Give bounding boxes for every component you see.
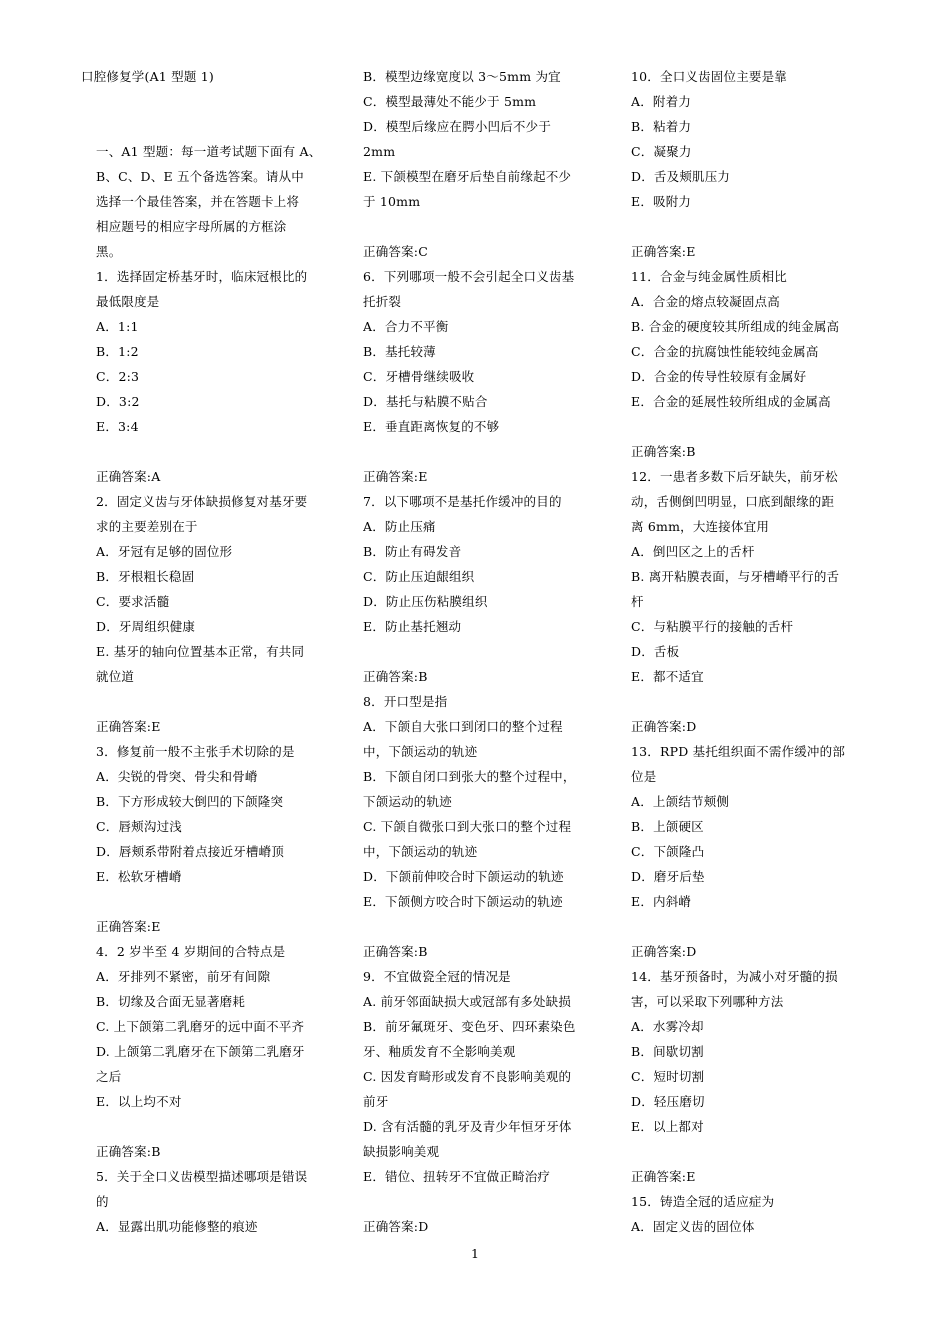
option: C. 因发育畸形或发育不良影响美观的	[363, 1069, 572, 1084]
option: A．水雾冷却	[631, 1019, 704, 1034]
option: B. 合金的硬度较其所组成的纯金属高	[631, 319, 840, 334]
option: C．下颌隆凸	[631, 844, 705, 859]
answer-line: 正确答案:B	[96, 1144, 161, 1159]
option: D．轻压磨切	[631, 1094, 705, 1109]
answer-line: 正确答案:E	[96, 919, 161, 934]
option: D．舌及颊肌压力	[631, 169, 731, 184]
instructions-line: B、C、D、E 五个备选答案。请从中	[96, 169, 304, 184]
option: D. 上颌第二乳磨牙在下颌第二乳磨牙	[96, 1044, 305, 1059]
option: 牙、釉质发育不全影响美观	[363, 1044, 516, 1059]
question-stem: 4．2 岁半至 4 岁期间的合特点是	[96, 944, 286, 959]
question-stem: 5．关于全口义齿模型描述哪项是错误	[96, 1169, 308, 1184]
question-stem: 托折裂	[363, 294, 402, 309]
option: E．防止基托翘动	[363, 619, 462, 634]
question-stem: 6．下列哪项一般不会引起全口义齿基	[363, 269, 575, 284]
option: D．舌板	[631, 644, 680, 659]
option: A．尖锐的骨突、骨尖和骨嵴	[96, 769, 258, 784]
question-stem: 位是	[631, 769, 657, 784]
question-stem: 8．开口型是指	[363, 694, 448, 709]
option: B．上颌硬区	[631, 819, 704, 834]
option: C．牙槽骨继续吸收	[363, 369, 475, 384]
option: E．合金的延展性较所组成的金属高	[631, 394, 831, 409]
answer-line: 正确答案:E	[631, 244, 696, 259]
option: 2mm	[363, 144, 396, 159]
option: A．牙冠有足够的固位形	[96, 544, 233, 559]
question-stem: 9．不宜做瓷全冠的情况是	[363, 969, 511, 984]
option: A．合金的熔点较凝固点高	[631, 294, 780, 309]
document-title: 口腔修复学(A1 型题 1)	[81, 69, 214, 84]
option: B．牙根粗长稳固	[96, 569, 195, 584]
option: C．合金的抗腐蚀性能较纯金属高	[631, 344, 819, 359]
option: E．内斜嵴	[631, 894, 692, 909]
column-1	[81, 64, 342, 1239]
instructions-line: 一、A1 型题：每一道考试题下面有 A、	[96, 144, 322, 159]
option: D．3:2	[96, 394, 140, 409]
question-stem: 的	[96, 1194, 109, 1209]
option: 于 10mm	[363, 194, 421, 209]
option: D．合金的传导性较原有金属好	[631, 369, 807, 384]
answer-line: 正确答案:D	[631, 719, 697, 734]
option: D．模型后缘应在腭小凹后不少于	[363, 119, 552, 134]
instructions-line: 相应题号的相应字母所属的方框涂	[96, 219, 287, 234]
option: A．防止压痛	[363, 519, 436, 534]
option: B．基托较薄	[363, 344, 436, 359]
option: D．下颌前伸咬合时下颌运动的轨迹	[363, 869, 564, 884]
option: B．1:2	[96, 344, 139, 359]
instructions-line: 选择一个最佳答案，并在答题卡上将	[96, 194, 300, 209]
option: B．防止有碍发音	[363, 544, 462, 559]
answer-line: 正确答案:B	[363, 669, 428, 684]
option: E．松软牙槽嵴	[96, 869, 182, 884]
instructions-line: 黑。	[96, 244, 122, 259]
option: A．下颌自大张口到闭口的整个过程	[363, 719, 563, 734]
option: C．与粘膜平行的接触的舌杆	[631, 619, 794, 634]
option: E. 下颌模型在磨牙后垫自前缘起不少	[363, 169, 572, 184]
option: A．固定义齿的固位体	[631, 1219, 755, 1234]
question-stem: 11．合金与纯金属性质相比	[631, 269, 788, 284]
column-2	[363, 64, 609, 1239]
option: D. 含有活髓的乳牙及青少年恒牙牙体	[363, 1119, 572, 1134]
option: B．前牙氟斑牙、变色牙、四环素染色	[363, 1019, 576, 1034]
question-stem: 最低限度是	[96, 294, 160, 309]
option: C．模型最薄处不能少于 5mm	[363, 94, 537, 109]
option: 缺损影响美观	[363, 1144, 440, 1159]
option: B．切缘及合面无显著磨耗	[96, 994, 246, 1009]
option: 中，下颌运动的轨迹	[363, 844, 478, 859]
option: A. 前牙邻面缺损大或冠部有多处缺损	[363, 994, 572, 1009]
option: E．垂直距离恢复的不够	[363, 419, 500, 434]
answer-line: 正确答案:D	[363, 1219, 429, 1234]
option: E．以上均不对	[96, 1094, 182, 1109]
option: D．基托与粘膜不贴合	[363, 394, 488, 409]
question-stem: 求的主要差别在于	[96, 519, 198, 534]
question-stem: 7．以下哪项不是基托作缓冲的目的	[363, 494, 562, 509]
question-stem: 15．铸造全冠的适应症为	[631, 1194, 775, 1209]
answer-line: 正确答案:A	[96, 469, 161, 484]
option: A．合力不平衡	[363, 319, 449, 334]
question-stem: 离 6mm，大连接体宜用	[631, 519, 770, 534]
answer-line: 正确答案:E	[363, 469, 428, 484]
option: E．下颌侧方咬合时下颌运动的轨迹	[363, 894, 563, 909]
option: B. 离开粘膜表面，与牙槽嵴平行的舌	[631, 569, 840, 584]
answer-line: 正确答案:E	[96, 719, 161, 734]
option: D．牙周组织健康	[96, 619, 196, 634]
option: C．要求活髓	[96, 594, 170, 609]
question-stem: 2．固定义齿与牙体缺损修复对基牙要	[96, 494, 308, 509]
answer-line: 正确答案:B	[363, 944, 428, 959]
option: A．牙排列不紧密，前牙有间隙	[96, 969, 271, 984]
option: E．错位、扭转牙不宜做正畸治疗	[363, 1169, 551, 1184]
option: D．磨牙后垫	[631, 869, 705, 884]
option: C. 下颌自微张口到大张口的整个过程	[363, 819, 572, 834]
option: B．粘着力	[631, 119, 692, 134]
question-stem: 13．RPD 基托组织面不需作缓冲的部	[631, 744, 846, 759]
question-stem: 1．选择固定桥基牙时，临床冠根比的	[96, 269, 308, 284]
question-stem: 12．一患者多数下后牙缺失，前牙松	[631, 469, 838, 484]
option: B．模型边缘宽度以 3～5mm 为宜	[363, 69, 561, 84]
option: E．吸附力	[631, 194, 692, 209]
question-stem: 3．修复前一般不主张手术切除的是	[96, 744, 295, 759]
question-stem: 10．全口义齿固位主要是靠	[631, 69, 788, 84]
option: C．2:3	[96, 369, 140, 384]
answer-line: 正确答案:C	[363, 244, 428, 259]
option: B．下方形成较大倒凹的下颌隆突	[96, 794, 284, 809]
option: C．防止压迫龈组织	[363, 569, 475, 584]
option: E. 基牙的轴向位置基本正常，有共同	[96, 644, 305, 659]
question-stem: 动，舌侧倒凹明显，口底到龈缘的距	[631, 494, 835, 509]
page-number: 1	[471, 1246, 479, 1261]
option: C．凝聚力	[631, 144, 692, 159]
option: A．倒凹区之上的舌杆	[631, 544, 755, 559]
option: 之后	[96, 1069, 122, 1084]
answer-line: 正确答案:B	[631, 444, 696, 459]
option: 下颌运动的轨迹	[363, 794, 452, 809]
option: 杆	[631, 594, 644, 609]
option: A．上颌结节颊侧	[631, 794, 730, 809]
option: 前牙	[363, 1094, 389, 1109]
question-stem: 14．基牙预备时，为减小对牙髓的损	[631, 969, 838, 984]
option: C．短时切割	[631, 1069, 705, 1084]
option: E．以上都对	[631, 1119, 704, 1134]
answer-line: 正确答案:D	[631, 944, 697, 959]
answer-line: 正确答案:E	[631, 1169, 696, 1184]
option: B．下颌自闭口到张大的整个过程中，	[363, 769, 576, 784]
option: 中，下颌运动的轨迹	[363, 744, 478, 759]
option: A．1:1	[96, 319, 139, 334]
option: D．唇颊系带附着点接近牙槽嵴顶	[96, 844, 285, 859]
option: E．都不适宜	[631, 669, 704, 684]
column-3	[631, 64, 877, 1239]
question-stem: 害，可以采取下列哪种方法	[631, 994, 784, 1009]
option: D．防止压伤粘膜组织	[363, 594, 488, 609]
option: C. 上下颌第二乳磨牙的远中面不平齐	[96, 1019, 305, 1034]
option: A．附着力	[631, 94, 692, 109]
option: B．间歇切割	[631, 1044, 704, 1059]
option: 就位道	[96, 669, 135, 684]
option: C．唇颊沟过浅	[96, 819, 182, 834]
option: A．显露出肌功能修整的痕迹	[96, 1219, 258, 1234]
option: E．3:4	[96, 419, 139, 434]
